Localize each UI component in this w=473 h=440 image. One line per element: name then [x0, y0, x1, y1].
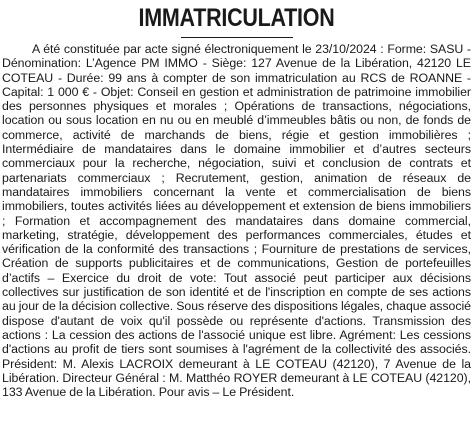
title-underline [181, 37, 293, 38]
notice-title: IMMATRICULATION [138, 4, 335, 32]
notice-body: A été constituée par acte signé électroniquement le 23/10/2024 : Forme: SASU - Dénomination: L’Agence PM IMMO - Siège: 127 Avenue de la Libération, 42120 LE COTEAU - Durée: 99 ans à compter de son immatriculation au RCS de ROANNE - Capital: 1 000 € - Objet: Conseil en gestion et administration de patrimoine immobilier des personnes physiques et morales ; Opérations de transactions, négociations, location ou sous location en nu ou en meublé d’immeubles bâtis ou non, de fonds de commerce, activité de marchands de biens, régie et gestion immobilières ; Intermédiaire de mandataires dans le domaine immobilier et d’autres secteurs commerciaux pour la recherche, négociation, suivi et conclusion de contrats et partenariats commerciaux ; Recrutement, gestion, animation de réseaux de mandataires immobiliers concernant la vente et commercialisation de biens immobiliers, toutes activités liées au développement et extension de biens immobiliers ; Formation et accompagnement des mandataires dans domaine commercial, marketing, stratégie, développement des performances commerciales, études et vérification de la conformité des transactions ; Fourniture de prestations de services, Création de supports publicitaires et de communications, Gestion de portefeuilles d’actifs – Exercice du droit de vote: Tout associé peut participer aux décisions collectives sur justification de son identité et de l'inscription en compte de ses actions au jour de la décision collective. Sous réserve des dispositions légales, chaque associé dispose d'autant de voix qu'il possède ou représente d'actions. Transmission des actions : La cession des actions de l'associé unique est libre. Agrément: Les cessions d'actions au profit de tiers sont soumises à l'agrément de la collectivité des associés. Président: M. Alexis LACROIX demeurant à LE COTEAU (42120), 7 Avenue de la Libération. Directeur Général : M. Matthéo ROYER demeurant à LE COTEAU (42120), 133 Avenue de la Libération. Pour avis – Le Président. [2, 42, 471, 400]
